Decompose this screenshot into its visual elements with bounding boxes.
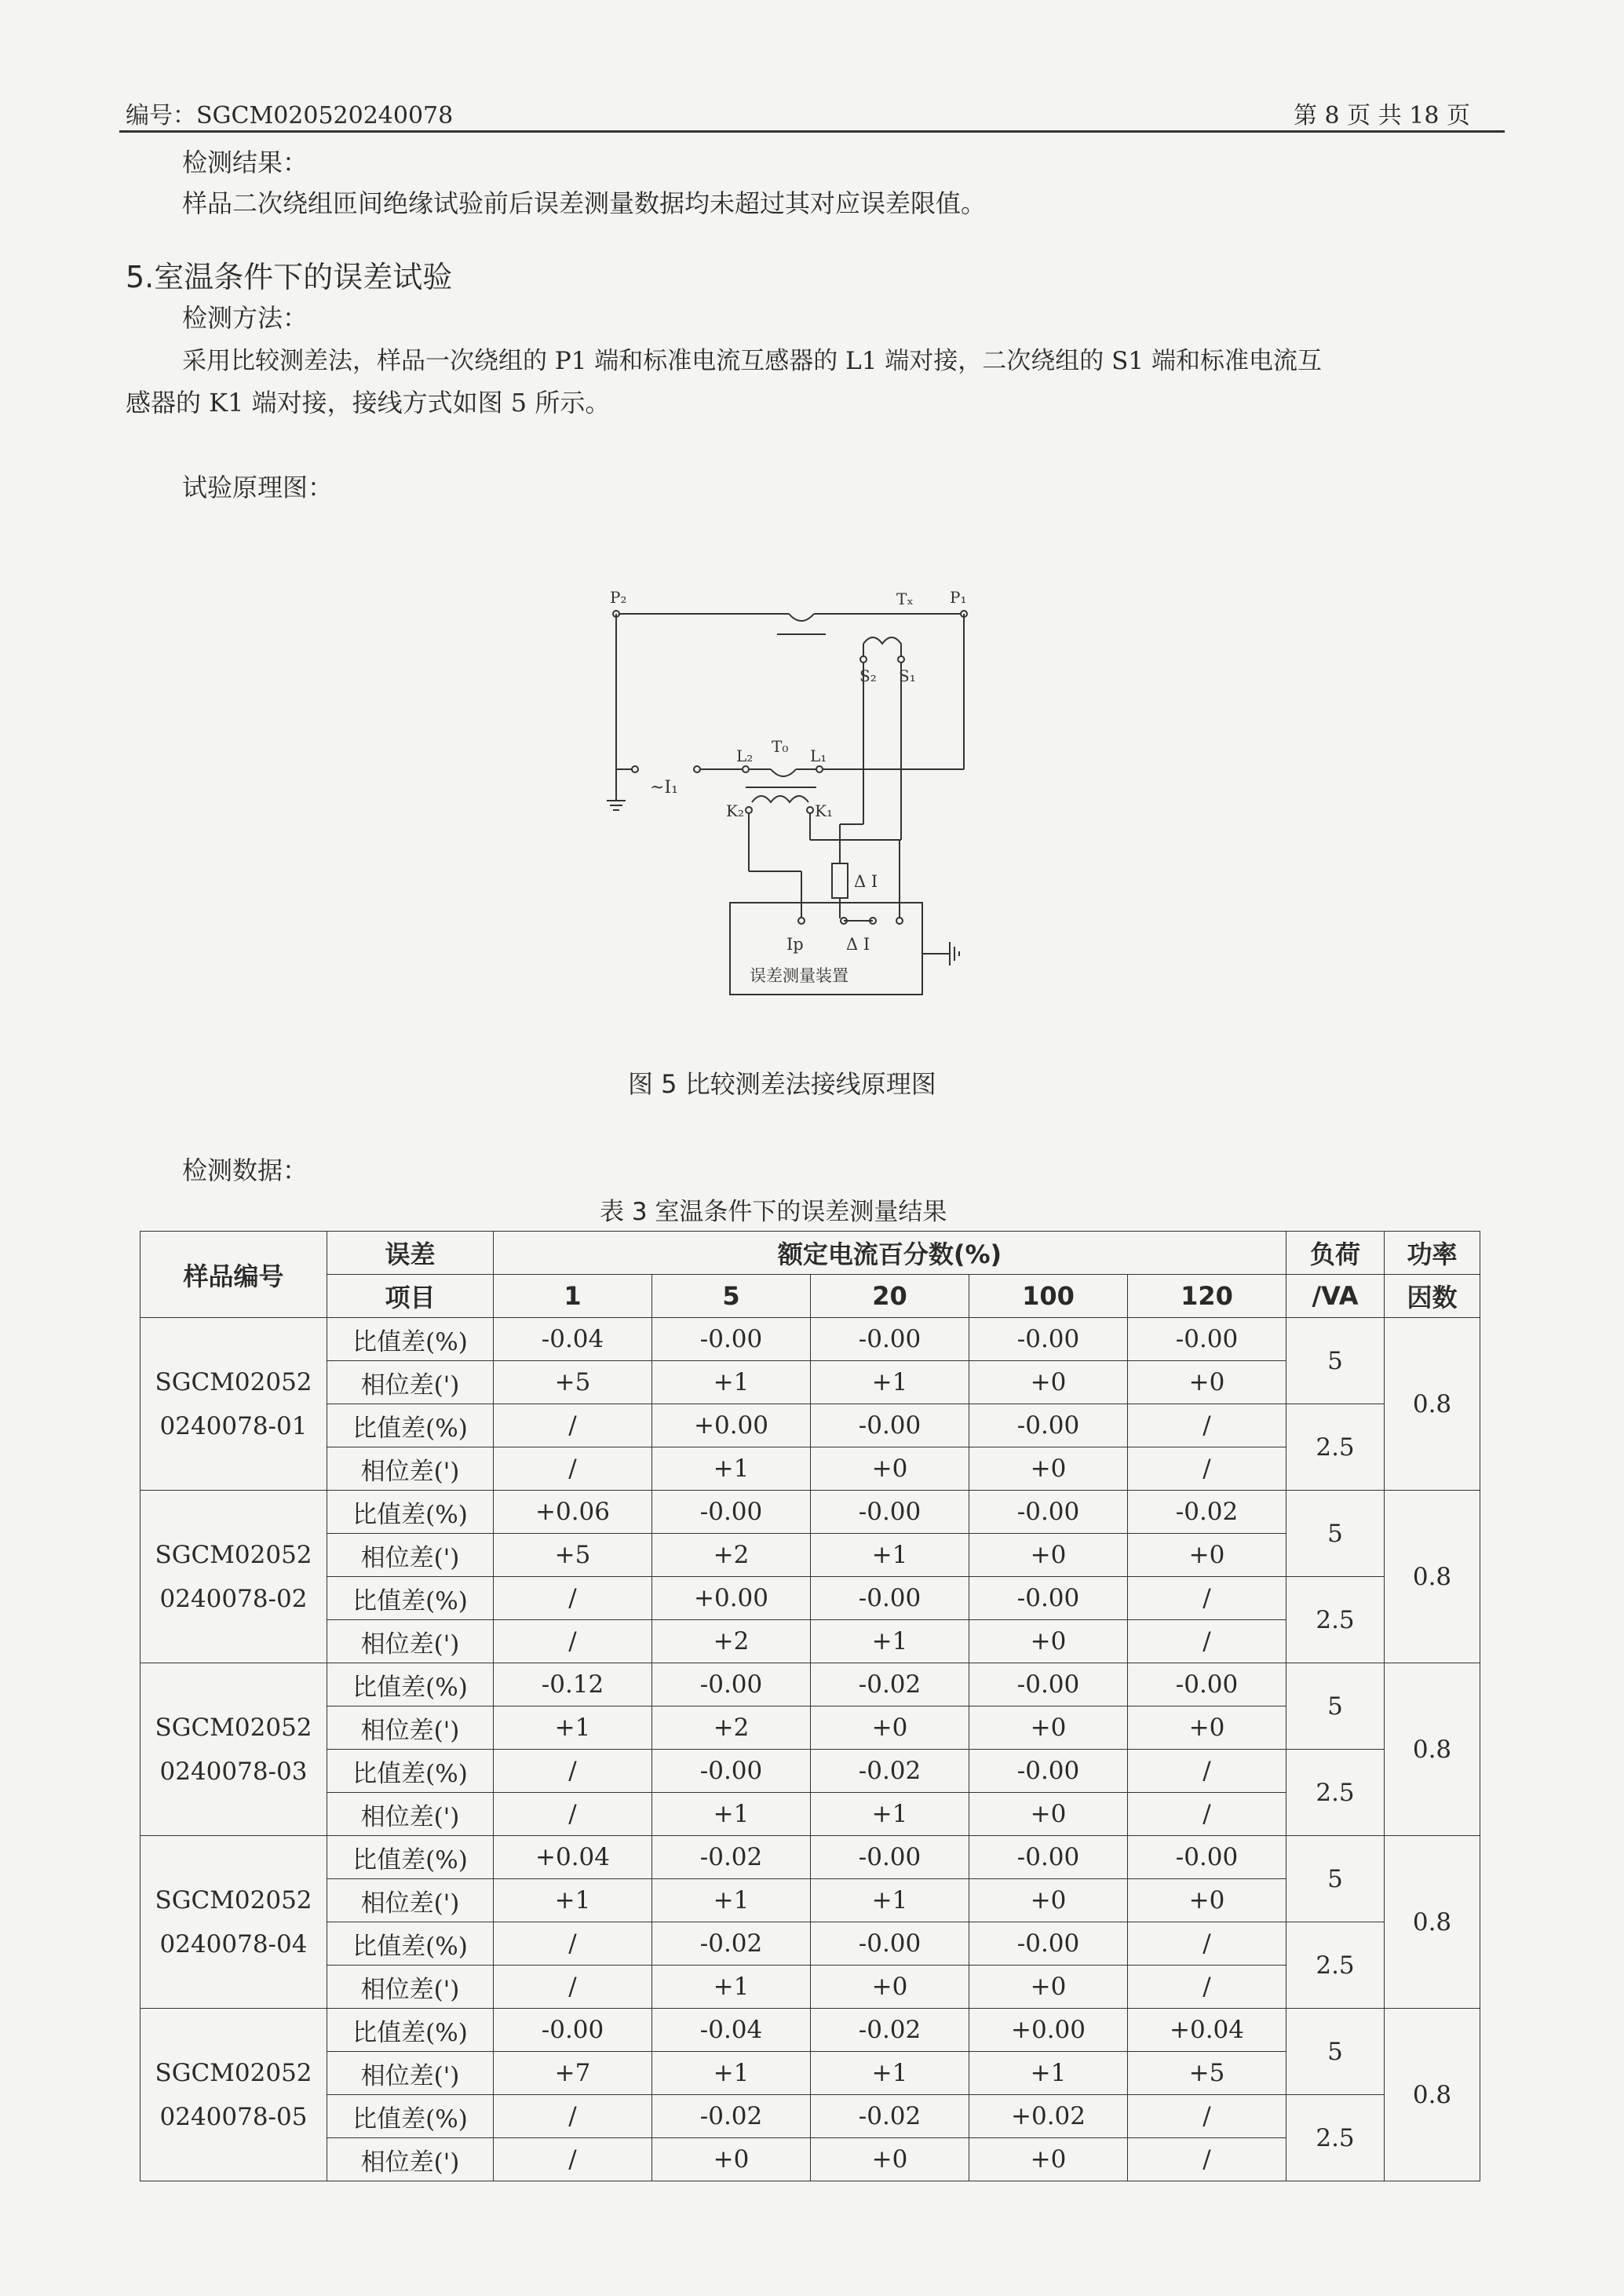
value-cell: +0	[652, 2138, 811, 2181]
sample-id-cell	[141, 1836, 327, 2009]
table-header-row-1	[141, 1232, 1480, 1275]
ground-symbol-right	[922, 942, 959, 965]
value-cell: -0.00	[969, 1404, 1128, 1447]
header-pct-1: 1	[494, 1275, 652, 1318]
value-cell: +1	[652, 1879, 811, 1922]
label-device: 误差测量装置	[750, 966, 848, 985]
value-cell: +0	[1128, 1534, 1286, 1577]
error-item-cell: 相位差(')	[327, 2052, 494, 2095]
burden-cell: 2.5	[1286, 1577, 1385, 1663]
value-cell: /	[1128, 1620, 1286, 1663]
value-cell: +1	[811, 1361, 969, 1404]
value-cell: -0.02	[811, 2009, 969, 2052]
value-cell: -0.04	[494, 1318, 652, 1361]
header-burden-2: /VA	[1286, 1275, 1385, 1318]
value-cell: +1	[652, 1361, 811, 1404]
value-cell: /	[494, 2095, 652, 2138]
value-cell: +0	[969, 1534, 1128, 1577]
sample-id-line1: SGCM02052	[155, 1367, 312, 1396]
value-cell: -0.00	[652, 1318, 811, 1361]
value-cell: -0.00	[1128, 1318, 1286, 1361]
table-row	[141, 1922, 1480, 1966]
report-id: 编号：SGCM020520240078	[126, 102, 454, 130]
value-cell: +0.04	[1128, 2009, 1286, 2052]
result-text: 样品二次绕组匝间绝缘试验前后误差测量数据均未超过其对应误差限值。	[182, 188, 987, 218]
value-cell: -0.02	[811, 2095, 969, 2138]
value-cell: +1	[652, 1966, 811, 2009]
value-cell: /	[1128, 1404, 1286, 1447]
header-divider	[119, 130, 1505, 133]
label-s2: S₂	[859, 666, 877, 685]
value-cell: /	[494, 1577, 652, 1620]
power-factor-cell: 0.8	[1385, 2009, 1480, 2181]
value-cell: -0.02	[1128, 1491, 1286, 1534]
source-terminal-right	[694, 766, 700, 772]
sample-id-cell	[141, 1318, 327, 1491]
value-cell: +0	[969, 1361, 1128, 1404]
value-cell: -0.00	[1128, 1836, 1286, 1879]
sample-ct-secondary-coil	[860, 637, 904, 663]
value-cell: +0.02	[969, 2095, 1128, 2138]
value-cell: /	[494, 2138, 652, 2181]
burden-cell: 5	[1286, 2009, 1385, 2095]
value-cell: /	[1128, 2138, 1286, 2181]
result-label: 检测结果：	[182, 148, 308, 177]
principle-label: 试验原理图：	[182, 473, 334, 502]
error-item-cell: 相位差(')	[327, 1966, 494, 2009]
value-cell: +0	[1128, 1361, 1286, 1404]
label-l1: L₁	[810, 746, 827, 765]
value-cell: -0.00	[969, 1577, 1128, 1620]
power-factor-cell: 0.8	[1385, 1663, 1480, 1836]
value-cell: -0.02	[652, 1922, 811, 1966]
header-pf-2: 因数	[1385, 1275, 1480, 1318]
value-cell: +0	[811, 2138, 969, 2181]
value-cell: -0.12	[494, 1663, 652, 1706]
burden-cell: 2.5	[1286, 1750, 1385, 1836]
value-cell: -0.00	[811, 1922, 969, 1966]
label-s1: S₁	[899, 666, 916, 685]
ground-symbol-left	[607, 769, 626, 810]
error-item-cell: 比值差(%)	[327, 1836, 494, 1879]
secondary-wiring	[749, 663, 901, 918]
wiring-diagram	[581, 565, 1005, 1013]
value-cell: -0.00	[811, 1836, 969, 1879]
table-row	[141, 1318, 1480, 1361]
table-row	[141, 1620, 1480, 1663]
method-text-line2: 感器的 K1 端对接，接线方式如图 5 所示。	[126, 388, 611, 418]
error-item-cell: 相位差(')	[327, 1793, 494, 1836]
table-header-row-2	[141, 1275, 1480, 1318]
table-row	[141, 2052, 1480, 2095]
data-label: 检测数据：	[182, 1155, 308, 1185]
error-item-cell: 相位差(')	[327, 1361, 494, 1404]
value-cell: +5	[1128, 2052, 1286, 2095]
value-cell: /	[1128, 1793, 1286, 1836]
value-cell: +0	[811, 1447, 969, 1491]
burden-cell: 2.5	[1286, 2095, 1385, 2181]
value-cell: +0	[969, 1793, 1128, 1836]
sample-id-cell	[141, 2009, 327, 2181]
burden-cell: 5	[1286, 1836, 1385, 1922]
sample-id-line1: SGCM02052	[155, 2058, 312, 2087]
error-item-cell: 比值差(%)	[327, 1318, 494, 1361]
value-cell: -0.02	[811, 1663, 969, 1706]
value-cell: -0.00	[969, 1318, 1128, 1361]
error-item-cell: 相位差(')	[327, 1620, 494, 1663]
value-cell: /	[1128, 1750, 1286, 1793]
table-row	[141, 1836, 1480, 1879]
value-cell: +0	[969, 1879, 1128, 1922]
error-item-cell: 比值差(%)	[327, 1663, 494, 1706]
error-item-cell: 相位差(')	[327, 1879, 494, 1922]
value-cell: +1	[811, 2052, 969, 2095]
power-factor-cell: 0.8	[1385, 1491, 1480, 1663]
table-caption: 表 3 室温条件下的误差测量结果	[600, 1198, 947, 1226]
value-cell: +0.04	[494, 1836, 652, 1879]
value-cell: +7	[494, 2052, 652, 2095]
label-ip: Ip	[786, 935, 804, 954]
error-item-cell: 相位差(')	[327, 1706, 494, 1750]
error-results-table	[140, 1231, 1480, 2181]
value-cell: /	[1128, 1447, 1286, 1491]
table-row	[141, 1706, 1480, 1750]
sample-id-line1: SGCM02052	[155, 1540, 312, 1569]
burden-cell: 2.5	[1286, 1404, 1385, 1491]
value-cell: +1	[811, 1793, 969, 1836]
value-cell: +0.06	[494, 1491, 652, 1534]
header-pct-20: 20	[811, 1275, 969, 1318]
header-pct-120: 120	[1128, 1275, 1286, 1318]
power-factor-cell: 0.8	[1385, 1318, 1480, 1491]
header-pf-1: 功率	[1385, 1232, 1480, 1275]
burden-cell: 5	[1286, 1318, 1385, 1404]
table-row	[141, 1534, 1480, 1577]
label-t0: T₀	[772, 737, 789, 756]
table-row	[141, 2138, 1480, 2181]
label-p1: P₁	[950, 588, 967, 607]
value-cell: +1	[652, 1447, 811, 1491]
error-item-cell: 相位差(')	[327, 1447, 494, 1491]
value-cell: +1	[969, 2052, 1128, 2095]
value-cell: +0	[1128, 1879, 1286, 1922]
value-cell: +0.00	[969, 2009, 1128, 2052]
value-cell: -0.00	[652, 1663, 811, 1706]
value-cell: -0.02	[652, 2095, 811, 2138]
value-cell: +5	[494, 1361, 652, 1404]
value-cell: +0	[1128, 1706, 1286, 1750]
error-item-cell: 比值差(%)	[327, 1577, 494, 1620]
table-row	[141, 1361, 1480, 1404]
burden-cell: 5	[1286, 1491, 1385, 1577]
header-rated-current: 额定电流百分数(%)	[494, 1232, 1286, 1275]
value-cell: +1	[811, 1879, 969, 1922]
method-text-line1: 采用比较测差法，样品一次绕组的 P1 端和标准电流互感器的 L1 端对接，二次绕组的 S1 端和标准电流互	[182, 347, 1322, 375]
value-cell: -0.00	[1128, 1663, 1286, 1706]
value-cell: -0.00	[811, 1577, 969, 1620]
sample-id-line1: SGCM02052	[155, 1885, 312, 1915]
burden-cell: 2.5	[1286, 1922, 1385, 2009]
table-row	[141, 1404, 1480, 1447]
value-cell: -0.02	[811, 1750, 969, 1793]
header-error-item-1: 误差	[327, 1232, 494, 1275]
error-item-cell: 比值差(%)	[327, 2009, 494, 2052]
burden-cell: 5	[1286, 1663, 1385, 1750]
error-item-cell: 相位差(')	[327, 1534, 494, 1577]
value-cell: /	[1128, 1577, 1286, 1620]
header-sample-id: 样品编号	[141, 1232, 327, 1318]
primary-line-top	[613, 611, 967, 634]
header-error-item-2: 项目	[327, 1275, 494, 1318]
value-cell: +2	[652, 1620, 811, 1663]
label-source: ~I₁	[650, 778, 678, 798]
value-cell: +0.00	[652, 1404, 811, 1447]
figure-caption: 图 5 比较测差法接线原理图	[628, 1069, 936, 1099]
power-factor-cell: 0.8	[1385, 1836, 1480, 2009]
table-row	[141, 1663, 1480, 1706]
standard-ct	[700, 614, 964, 813]
page-number: 第 8 页 共 18 页	[1294, 102, 1470, 130]
value-cell: /	[1128, 1922, 1286, 1966]
value-cell: /	[494, 1620, 652, 1663]
error-item-cell: 比值差(%)	[327, 1922, 494, 1966]
value-cell: +1	[811, 1620, 969, 1663]
table-row	[141, 2009, 1480, 2052]
value-cell: +2	[652, 1706, 811, 1750]
value-cell: /	[494, 1750, 652, 1793]
value-cell: +0	[969, 1620, 1128, 1663]
table-row	[141, 1750, 1480, 1793]
value-cell: -0.00	[969, 1663, 1128, 1706]
value-cell: -0.00	[652, 1750, 811, 1793]
table-row	[141, 2095, 1480, 2138]
device-terminals	[798, 918, 903, 924]
value-cell: -0.00	[969, 1750, 1128, 1793]
label-tx: Tₓ	[896, 590, 914, 608]
label-k1: K₁	[815, 801, 833, 820]
value-cell: -0.00	[811, 1491, 969, 1534]
value-cell: -0.00	[969, 1922, 1128, 1966]
value-cell: -0.00	[811, 1404, 969, 1447]
error-item-cell: 比值差(%)	[327, 2095, 494, 2138]
header-pct-5: 5	[652, 1275, 811, 1318]
value-cell: +5	[494, 1534, 652, 1577]
sample-id-line2: 0240078-05	[159, 2102, 308, 2131]
value-cell: -0.00	[969, 1836, 1128, 1879]
label-delta-i: Δ I	[846, 935, 870, 954]
value-cell: +1	[652, 1793, 811, 1836]
label-l2: L₂	[736, 746, 754, 765]
section-heading: 5.室温条件下的误差试验	[126, 260, 453, 294]
error-item-cell: 比值差(%)	[327, 1491, 494, 1534]
value-cell: +0.00	[652, 1577, 811, 1620]
table-row	[141, 1879, 1480, 1922]
value-cell: /	[1128, 2095, 1286, 2138]
table-row	[141, 1793, 1480, 1836]
label-delta-i-resistor: Δ I	[854, 872, 878, 891]
source-terminal-left	[632, 766, 638, 772]
header-burden-1: 负荷	[1286, 1232, 1385, 1275]
value-cell: +0	[969, 1966, 1128, 2009]
value-cell: +2	[652, 1534, 811, 1577]
delta-i-resistor	[832, 863, 848, 898]
value-cell: /	[1128, 1966, 1286, 2009]
value-cell: +1	[652, 2052, 811, 2095]
sample-id-line2: 0240078-03	[159, 1757, 308, 1786]
value-cell: /	[494, 1404, 652, 1447]
sample-id-cell	[141, 1663, 327, 1836]
table-row	[141, 1966, 1480, 2009]
value-cell: -0.02	[652, 1836, 811, 1879]
value-cell: +0	[811, 1966, 969, 2009]
value-cell: +0	[811, 1706, 969, 1750]
value-cell: /	[494, 1793, 652, 1836]
value-cell: -0.00	[811, 1318, 969, 1361]
label-p2: P₂	[610, 588, 627, 607]
error-item-cell: 相位差(')	[327, 2138, 494, 2181]
value-cell: +1	[811, 1534, 969, 1577]
value-cell: -0.00	[652, 1491, 811, 1534]
table-row	[141, 1577, 1480, 1620]
error-item-cell: 比值差(%)	[327, 1750, 494, 1793]
value-cell: /	[494, 1922, 652, 1966]
header-pct-100: 100	[969, 1275, 1128, 1318]
value-cell: +1	[494, 1879, 652, 1922]
value-cell: -0.00	[494, 2009, 652, 2052]
sample-id-line1: SGCM02052	[155, 1713, 312, 1742]
sample-id-line2: 0240078-04	[159, 1929, 308, 1958]
value-cell: /	[494, 1966, 652, 2009]
sample-id-line2: 0240078-01	[159, 1411, 308, 1440]
method-label: 检测方法：	[182, 303, 308, 333]
value-cell: /	[494, 1447, 652, 1491]
value-cell: +0	[969, 1706, 1128, 1750]
value-cell: +1	[494, 1706, 652, 1750]
value-cell: -0.04	[652, 2009, 811, 2052]
error-item-cell: 比值差(%)	[327, 1404, 494, 1447]
table-row	[141, 1447, 1480, 1491]
sample-id-cell	[141, 1491, 327, 1663]
value-cell: +0	[969, 1447, 1128, 1491]
label-k2: K₂	[726, 801, 744, 820]
value-cell: -0.00	[969, 1491, 1128, 1534]
sample-id-line2: 0240078-02	[159, 1584, 308, 1613]
value-cell: +0	[969, 2138, 1128, 2181]
table-row	[141, 1491, 1480, 1534]
